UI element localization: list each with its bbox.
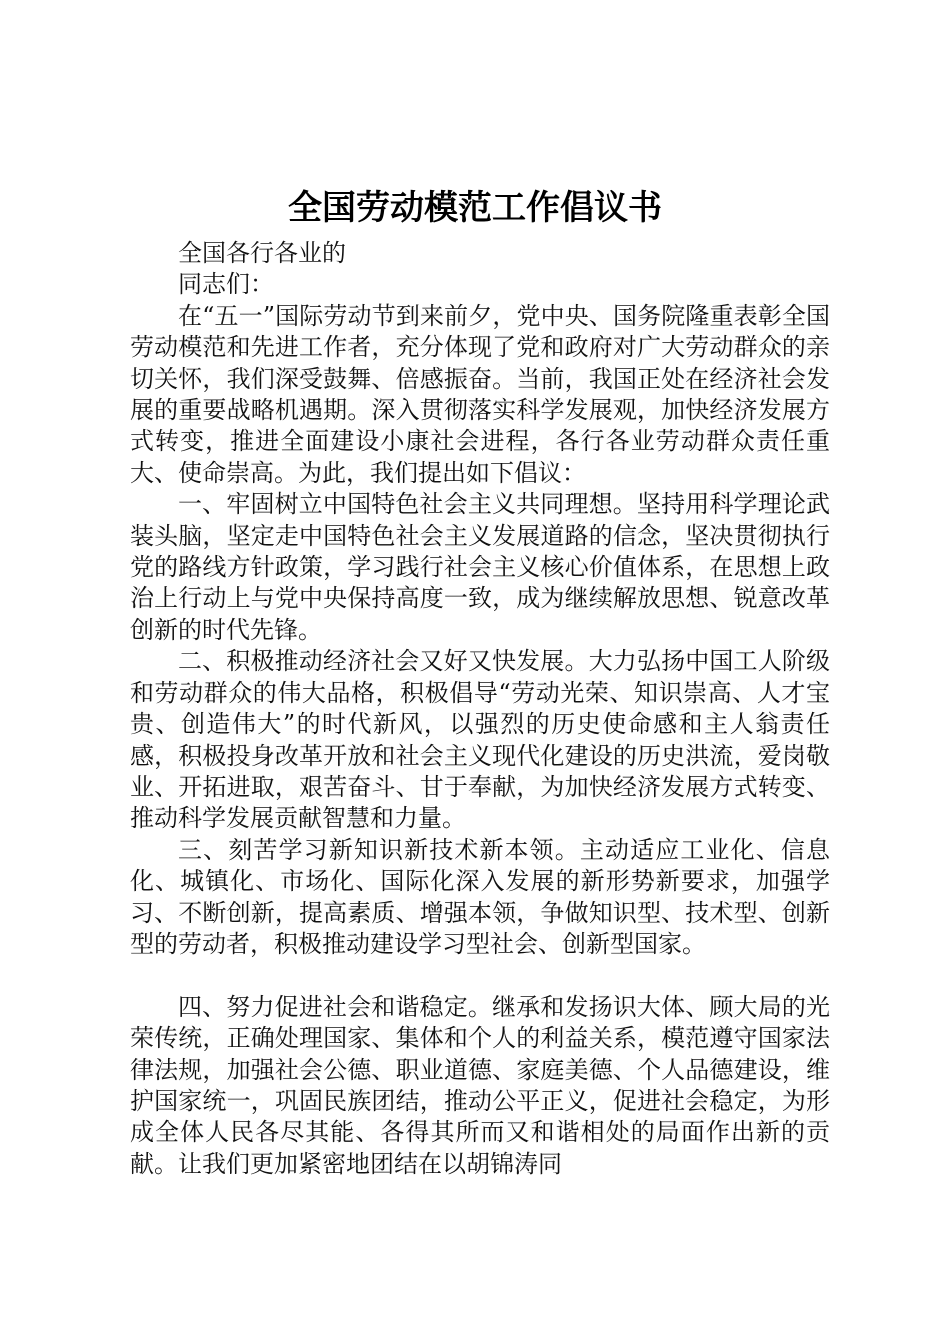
paragraph-item-4: 四、努力促进社会和谐稳定。继承和发扬识大体、顾大局的光荣传统，正确处理国家、集体和个人的利益关系，模范遵守国家法律法规，加强社会公德、职业道德、家庭美德、个人品德建设，维护国家统一，巩固民族团结，推动公平正义，促进社会稳定，为形成全体人民各尽其能、各得其所而又和谐相处的局面作出新的贡献。让我们更加紧密地团结在以胡锦涛同 — [130, 992, 830, 1178]
document-title: 全国劳动模范工作倡议书 — [288, 188, 662, 228]
paragraph-item-3: 三、刻苦学习新知识新技术新本领。主动适应工业化、信息化、城镇化、市场化、国际化深入发展的新形势新要求，加强学习、不断创新，提高素质、增强本领，争做知识型、技术型、创新型的劳动者，积极推动建设学习型社会、创新型国家。 — [130, 835, 830, 958]
greeting-line-1: 全国各行各业的 — [178, 239, 346, 267]
document-body — [130, 238, 830, 1180]
paragraph-spacer — [130, 960, 830, 991]
paragraph-item-2: 二、积极推动经济社会又好又快发展。大力弘扬中国工人阶级和劳动群众的伟大品格，积极倡导“劳动光荣、知识崇高、人才宝贵、创造伟大”的时代新风，以强烈的历史使命感和主人翁责任感，积极投身改革开放和社会主义现代化建设的历史洪流，爱岗敬业、开拓进取，艰苦奋斗、甘于奉献，为加快经济发展方式转变、推动科学发展贡献智慧和力量。 — [130, 647, 830, 833]
greeting-line-2: 同志们： — [178, 270, 274, 299]
paragraph-item-1: 一、牢固树立中国特色社会主义共同理想。坚持用科学理论武装头脑，坚定走中国特色社会主义发展道路的信念，坚决贯彻执行党的路线方针政策，学习践行社会主义核心价值体系，在思想上政治上行动上与党中央保持高度一致，成为继续解放思想、锐意改革创新的时代先锋。 — [130, 490, 830, 644]
paragraph-intro: 在“五一”国际劳动节到来前夕，党中央、国务院隆重表彰全国劳动模范和先进工作者，充分体现了党和政府对广大劳动群众的亲切关怀，我们深受鼓舞、倍感振奋。当前，我国正处在经济社会发展的重要战略机遇期。深入贯彻落实科学发展观，加快经济发展方式转变，推进全面建设小康社会进程，各行各业劳动群众责任重大、使命崇高。为此，我们提出如下倡议： — [130, 301, 830, 487]
